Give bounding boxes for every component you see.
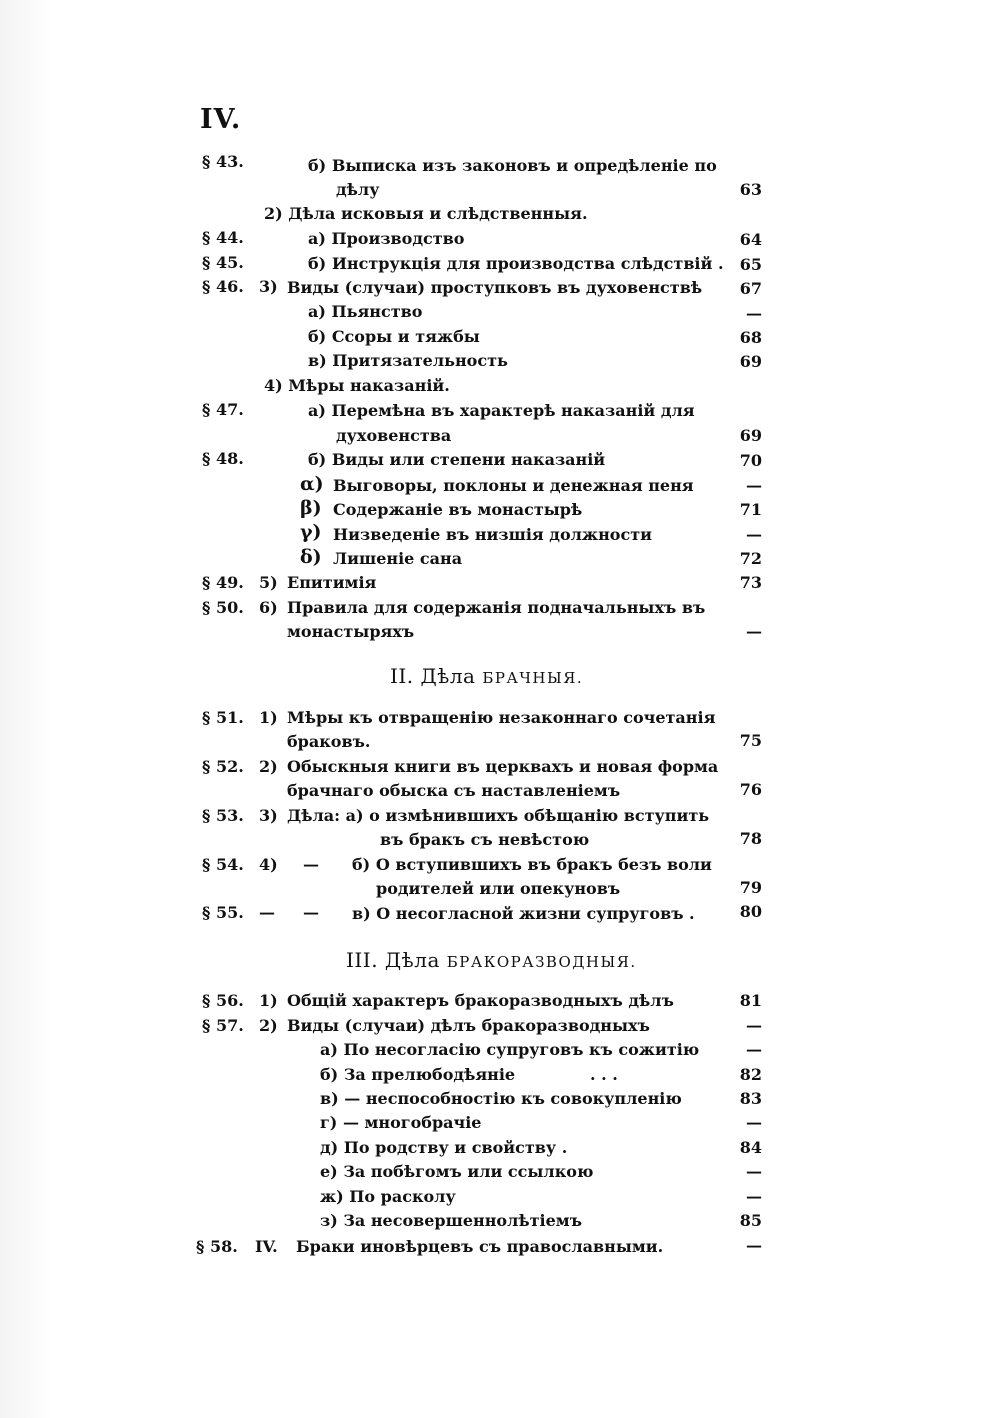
entry-dash: — — [303, 855, 319, 874]
page-ref: — — [746, 1236, 762, 1255]
page-ref: 63 — [739, 180, 762, 199]
entry-text-cont: родителей или опекуновъ — [376, 879, 621, 898]
page-ref: 81 — [739, 991, 762, 1010]
section-number: § 57. — [202, 1016, 244, 1035]
entry-number: 2) — [259, 757, 278, 776]
greek-marker: δ) — [300, 546, 322, 568]
entry-text: б) За прелюбодѣяніе — [320, 1065, 516, 1084]
page-ref: — — [746, 476, 762, 495]
entry-text-cont: брачнаго обыска съ наставленіемъ — [287, 781, 621, 800]
page-ref: — — [746, 304, 762, 323]
entry-number: 4) — [259, 855, 278, 874]
entry-dash: — — [303, 903, 319, 922]
page-ref: 64 — [739, 230, 762, 249]
page-ref: 69 — [739, 426, 762, 445]
heading-number: II. — [390, 664, 414, 688]
entry-number: 5) — [259, 573, 278, 592]
page-ref: 67 — [739, 279, 762, 298]
page-ref: — — [746, 1016, 762, 1035]
entry-text: в) — неспособностію къ совокупленію — [320, 1089, 682, 1108]
entry-number: 3) — [259, 277, 278, 296]
entry-text-cont: браковъ. — [287, 732, 371, 751]
page-edge — [0, 0, 52, 1418]
entry-text: Браки иновѣрцевъ съ православными. — [296, 1237, 664, 1256]
entry-text: д) По родству и свойству . — [320, 1138, 568, 1157]
page-ref: — — [746, 622, 762, 641]
section-number: § 55. — [202, 903, 244, 922]
page-ref: — — [746, 525, 762, 544]
entry-text: а) По несогласію супруговъ къ сожитію — [320, 1040, 700, 1059]
entry-text-cont: дѣлу — [336, 180, 380, 199]
page-ref: 69 — [739, 352, 762, 371]
heading-number: III. — [346, 948, 379, 972]
page-ref: 80 — [739, 902, 762, 921]
entry-text: Дѣла: а) о измѣнившихъ обѣщанію вступить — [287, 806, 710, 825]
page-ref: 72 — [739, 549, 762, 568]
greek-marker: β) — [300, 497, 322, 519]
entry-text: а) Перемѣна въ характерѣ наказаній для — [308, 401, 695, 420]
entry-text: Виды (случаи) дѣлъ бракоразводныхъ — [287, 1016, 650, 1035]
page-ref: 65 — [739, 255, 762, 274]
heading-rest: БРАКОРАЗВОДНЫЯ. — [446, 953, 637, 971]
entry-text: Правила для содержанія подначальныхъ въ — [287, 598, 706, 617]
heading-rest: БРАЧНЫЯ. — [482, 669, 584, 687]
entry-text: б) О вступившихъ въ бракъ безъ воли — [352, 855, 712, 874]
entry-text: б) Инструкція для производства слѣдствій . — [308, 254, 724, 273]
entry-number: 2) — [259, 1016, 278, 1035]
entry-number: 1) — [259, 708, 278, 727]
entry-text: Общій характеръ бракоразводныхъ дѣлъ — [287, 991, 674, 1010]
page-ref: 85 — [739, 1211, 762, 1230]
entry-text: ж) По расколу — [320, 1187, 456, 1206]
entry-text: г) — многобрачіе — [320, 1113, 482, 1132]
section-number: § 58. — [196, 1237, 238, 1256]
entry-number: 1) — [259, 991, 278, 1010]
entry-text: Низведеніе въ низшія должности — [333, 525, 652, 544]
section-number: § 45. — [202, 253, 244, 272]
page-number: IV. — [200, 104, 242, 135]
entry-text-cont: монастыряхъ — [287, 622, 415, 641]
entry-text: б) Выписка изъ законовъ и опредѣленіе по — [308, 156, 717, 175]
page-ref: 84 — [739, 1138, 762, 1157]
entry-text: б) Ссоры и тяжбы — [308, 327, 480, 346]
entry-text: е) За побѣгомъ или ссылкою — [320, 1162, 594, 1181]
page-ref: 70 — [739, 451, 762, 470]
page-ref: — — [746, 1162, 762, 1181]
page-ref: 76 — [739, 780, 762, 799]
section-number: § 44. — [202, 228, 244, 247]
entry-text: а) Производство — [308, 229, 465, 248]
page-ref: 83 — [739, 1089, 762, 1108]
entry-text: Мѣры къ отвращенію незаконнаго сочетанія — [287, 708, 716, 727]
page-ref: 78 — [739, 829, 762, 848]
greek-marker: α) — [300, 473, 324, 495]
page-ref: 79 — [739, 878, 762, 897]
entry-text: Обыскныя книги въ церквахъ и новая форма — [287, 757, 719, 776]
entry-text: Епитимія — [287, 573, 377, 592]
page-ref: 75 — [739, 731, 762, 750]
entry-text: з) За несовершеннолѣтіемъ — [320, 1211, 582, 1230]
page-ref: — — [746, 1040, 762, 1059]
page-ref: — — [746, 1113, 762, 1132]
page-ref: 71 — [739, 500, 762, 519]
section-number: § 48. — [202, 449, 244, 468]
section-number: § 50. — [202, 598, 244, 617]
entry-text: Содержаніе въ монастырѣ — [333, 500, 583, 519]
section-number: § 43. — [202, 152, 244, 171]
section-number: § 54. — [202, 855, 244, 874]
part-heading-3 — [346, 948, 637, 972]
entry-text: б) Виды или степени наказаній — [308, 450, 606, 469]
heading-word: Дѣла — [384, 948, 440, 972]
entry-number: — — [259, 903, 275, 922]
section-number: § 53. — [202, 806, 244, 825]
page-ref: 68 — [739, 328, 762, 347]
entry-number: IV. — [255, 1237, 278, 1256]
entry-text: Виды (случаи) проступковъ въ духовенствѣ — [287, 278, 703, 297]
subsection-heading: 4) Мѣры наказаній. — [264, 376, 450, 395]
subsection-heading: 2) Дѣла исковыя и слѣдственныя. — [264, 204, 588, 223]
entry-text: Выговоры, поклоны и денежная пеня — [333, 476, 694, 495]
section-number: § 56. — [202, 991, 244, 1010]
section-number: § 49. — [202, 573, 244, 592]
page-ref: 73 — [739, 573, 762, 592]
heading-word: Дѣла — [420, 664, 476, 688]
entry-text: Лишеніе сана — [333, 549, 463, 568]
page-ref: — — [746, 1187, 762, 1206]
leader-dots: . . . — [590, 1065, 618, 1084]
entry-text: в) Притязательность — [308, 351, 508, 370]
part-heading-2 — [390, 664, 583, 688]
section-number: § 47. — [202, 400, 244, 419]
entry-number: 6) — [259, 598, 278, 617]
entry-text-cont: въ бракъ съ невѣстою — [380, 830, 590, 849]
entry-text-cont: духовенства — [336, 426, 452, 445]
entry-text: в) О несогласной жизни супруговъ . — [352, 904, 695, 923]
entry-text: а) Пьянство — [308, 302, 423, 321]
page-ref: 82 — [739, 1065, 762, 1084]
greek-marker: γ) — [300, 521, 322, 543]
section-number: § 51. — [202, 708, 244, 727]
section-number: § 46. — [202, 277, 244, 296]
section-number: § 52. — [202, 757, 244, 776]
entry-number: 3) — [259, 806, 278, 825]
